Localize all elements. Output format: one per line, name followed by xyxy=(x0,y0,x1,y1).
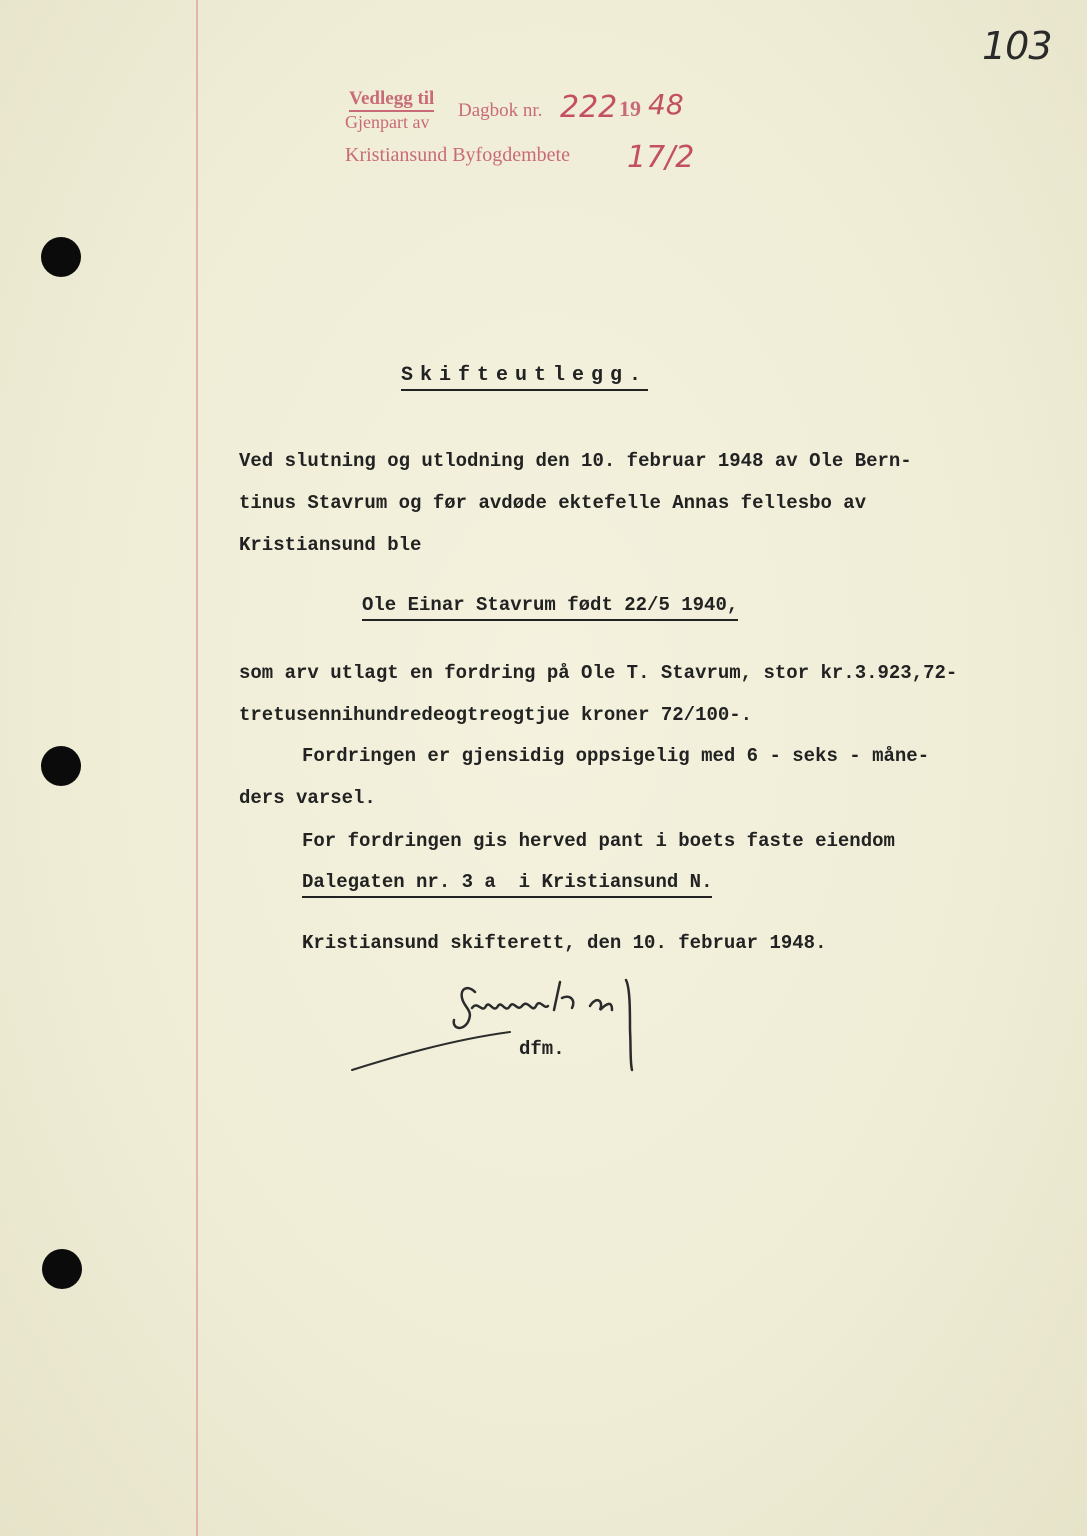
stamp-line-2: Gjenpart av xyxy=(345,112,430,132)
heir-name: Ole Einar Stavrum født 22/5 1940, xyxy=(362,594,738,621)
punch-hole xyxy=(41,746,81,786)
stamp-dagbok-label: Dagbok nr. xyxy=(458,100,543,121)
stamp-dagbok-number: 222 xyxy=(560,90,618,125)
text-line: Kristiansund ble xyxy=(239,534,422,556)
handwritten-signature xyxy=(350,970,660,1080)
text-line: Ved slutning og utlodning den 10. februar 1948 av Ole Bern- xyxy=(239,450,912,472)
stamp-year-prefix: 19 xyxy=(619,96,641,121)
text-line: tretusennihundredeogtreogtjue kroner 72/100-. xyxy=(239,704,753,726)
punch-hole xyxy=(42,1249,82,1289)
signature-title: dfm. xyxy=(519,1038,565,1060)
stamp-date: 17/2 xyxy=(627,140,695,175)
stamp-year-suffix: 48 xyxy=(648,88,684,121)
stamp-line-1: Vedlegg til xyxy=(349,88,434,110)
text-line: Fordringen er gjensidig oppsigelig med 6 - seks - måne- xyxy=(302,745,930,767)
stamp-office: Kristiansund Byfogdembete xyxy=(345,144,570,166)
page-number: 103 xyxy=(982,24,1052,68)
text-line: For fordringen gis herved pant i boets faste eiendom xyxy=(302,830,895,852)
registry-stamp xyxy=(345,84,705,184)
property-address: Dalegaten nr. 3 a i Kristiansund N. xyxy=(302,871,712,898)
margin-rule xyxy=(196,0,198,1536)
text-line: ders varsel. xyxy=(239,787,376,809)
document-title: Skifteutlegg. xyxy=(401,364,648,391)
text-line: tinus Stavrum og før avdøde ektefelle Annas fellesbo av xyxy=(239,492,867,514)
punch-hole xyxy=(41,237,81,277)
text-line: som arv utlagt en fordring på Ole T. Stavrum, stor kr.3.923,72- xyxy=(239,662,958,684)
place-date-line: Kristiansund skifterett, den 10. februar 1948. xyxy=(302,932,827,954)
